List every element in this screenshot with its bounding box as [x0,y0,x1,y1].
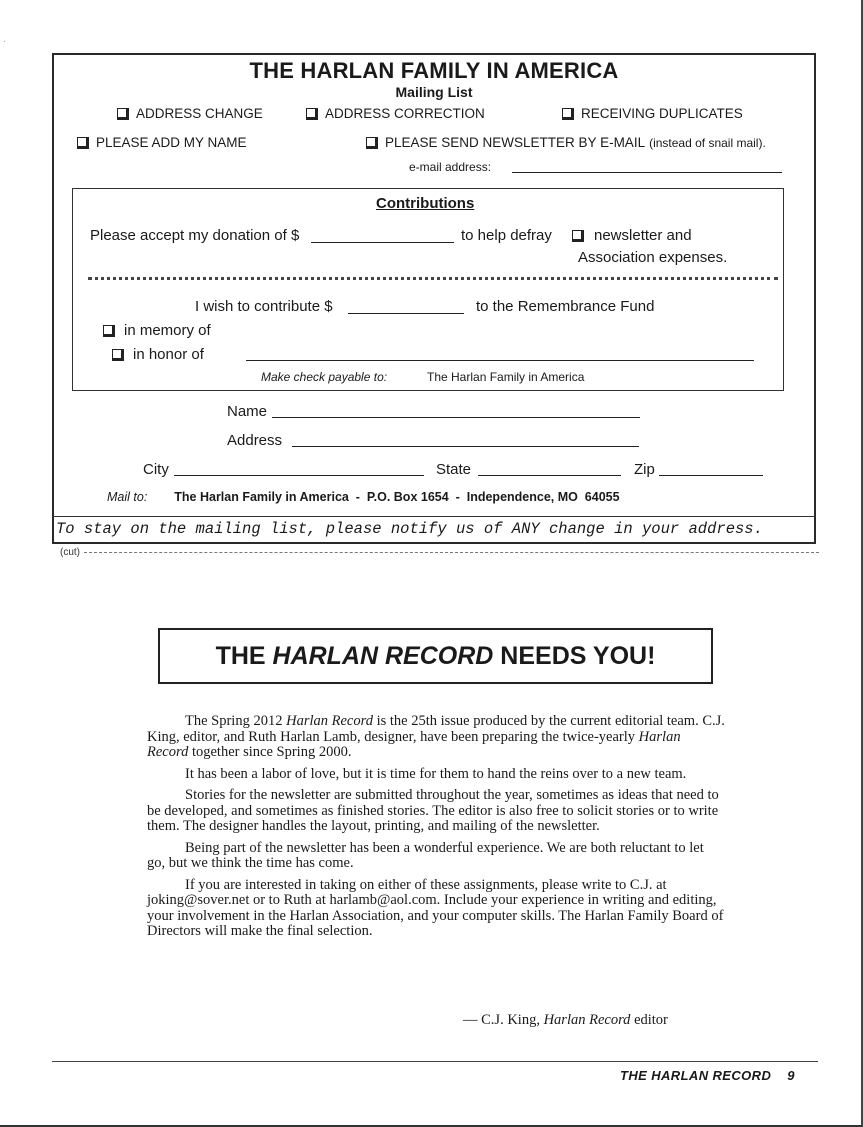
dotted-divider [88,277,778,280]
form-title: THE HARLAN FAMILY IN AMERICA [249,58,619,83]
cut-line [60,547,819,558]
form-subtitle: Mailing List [395,84,473,100]
in-honor-checkbox[interactable] [112,349,124,361]
honoree-name-line[interactable] [246,346,754,361]
add-name-checkbox[interactable] [77,137,89,149]
footer-page-number: 9 [787,1068,795,1083]
state-input-line[interactable] [478,461,621,476]
payable-to: The Harlan Family in America [427,370,585,384]
address-label: Address [227,432,283,449]
notify-banner: To stay on the mailing list, please notify us of ANY change in your address. [52,516,816,544]
mail-to-row [107,490,620,504]
contribute-suffix: to the Remembrance Fund [476,298,655,315]
payable-label: Make check payable to: [261,370,388,384]
address-change-option[interactable] [117,106,263,121]
receiving-duplicates-label: RECEIVING DUPLICATES [581,106,743,121]
donation-option-label-2: Association expenses. [578,249,728,266]
article-paragraph-1 [147,714,725,761]
name-input-line[interactable] [272,403,640,418]
article-paragraph-2: It has been a labor of love, but it is time for them to hand the reins over to a new team. [185,765,687,782]
heading-italic: HARLAN RECORD [272,641,494,670]
page-footer [620,1068,795,1083]
email-input-line[interactable] [512,159,782,173]
donation-option[interactable] [572,227,692,244]
state-label: State [436,461,472,478]
name-label: Name [227,403,268,420]
zip-input-line[interactable] [659,461,763,476]
contributions-title: Contributions [376,195,475,212]
form-title-block [52,58,816,100]
signature-text-a: — C.J. King, [463,1012,544,1028]
in-memory-label: in memory of [124,322,211,339]
newsletter-expenses-checkbox[interactable] [572,230,584,242]
cut-label: (cut) [60,547,80,558]
send-email-note: (instead of snail mail). [649,135,766,150]
contribute-prefix: I wish to contribute $ [195,298,333,315]
footer-publication: THE HARLAN RECORD [620,1068,772,1083]
in-honor-label: in honor of [133,346,204,363]
address-change-checkbox[interactable] [117,108,129,120]
send-email-checkbox[interactable] [366,137,378,149]
add-name-option[interactable] [77,135,247,150]
article-paragraph-5: If you are interested in taking on either of these assignments, please write to C.J. at joking@sover.net or to Ruth at harlamb@aol.com. Include your experience in writing and editing, your involvement in the Harlan Association, and your computer skills. The Harlan Family Board of Directors will make the final selection. [147,876,724,939]
add-name-label: PLEASE ADD MY NAME [96,135,247,150]
needs-you-heading [158,628,713,684]
zip-label: Zip [634,461,655,478]
p1-italic-title-2: Harlan Record [147,728,681,760]
in-memory-checkbox[interactable] [103,325,115,337]
donation-prefix: Please accept my donation of $ [90,227,300,244]
in-memory-option[interactable] [103,322,211,339]
address-correction-option[interactable] [306,106,485,121]
signature-italic: Harlan Record [543,1012,631,1028]
p1-italic-title: Harlan Record [286,713,373,729]
article-signature [463,1012,668,1029]
p1-text-e: together since Spring 2000. [188,744,352,760]
donation-option-label: newsletter and [594,227,692,244]
city-input-line[interactable] [174,461,424,476]
margin-mark: · [3,36,7,47]
signature-text-c: editor [630,1012,668,1028]
donation-amount-line[interactable] [311,228,454,243]
heading-prefix: THE [215,641,273,670]
p1-text-c: is the 25th issue produced by the current editorial team. C.J. King, editor, and Ruth Harlan Lamb, designer, have been preparing the twice-yearly [147,713,725,745]
city-label: City [143,461,169,478]
address-correction-checkbox[interactable] [306,108,318,120]
cut-dashes [84,552,819,553]
address-input-line[interactable] [292,432,639,447]
heading-suffix: NEEDS YOU! [493,641,656,670]
contribute-amount-line[interactable] [348,299,464,314]
address-change-label: ADDRESS CHANGE [136,106,263,121]
mail-to-address: The Harlan Family in America - P.O. Box 1654 - Independence, MO 64055 [174,490,620,504]
receiving-duplicates-checkbox[interactable] [562,108,574,120]
article-body [147,714,725,946]
footer-rule [52,1061,818,1062]
p1-text-a: The Spring 2012 [185,713,287,729]
send-email-option[interactable] [366,135,766,150]
article-paragraph-3: Stories for the newsletter are submitted throughout the year, sometimes as ideas that need to be developed, and sometimes as finished stories. The editor is also free to solicit stories or to write them. The designer handles the layout, printing, and mailing of the newsletter. [147,787,719,834]
in-honor-option[interactable] [112,346,204,363]
receiving-duplicates-option[interactable] [562,106,743,121]
email-label: e-mail address: [409,160,492,174]
address-correction-label: ADDRESS CORRECTION [325,106,485,121]
donation-mid: to help defray [461,227,552,244]
article-paragraph-4: Being part of the newsletter has been a wonderful experience. We are both reluctant to let go, but we think the time has come. [147,839,704,871]
send-email-label: PLEASE SEND NEWSLETTER BY E-MAIL [385,135,646,150]
mail-to-label: Mail to: [107,490,148,504]
